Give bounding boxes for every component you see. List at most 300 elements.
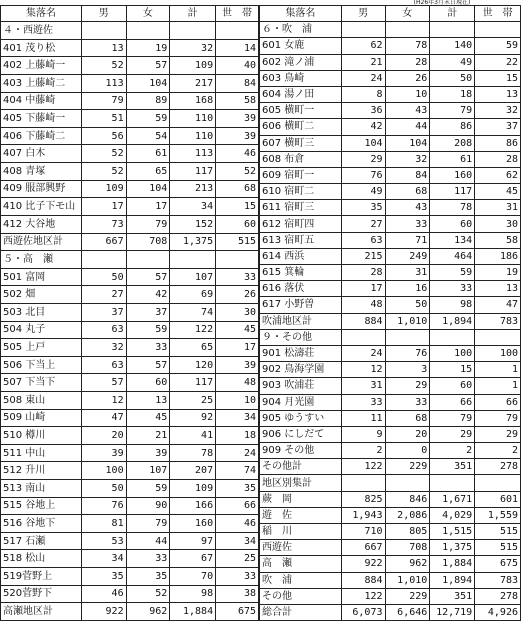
female-cell: 59 [126, 321, 170, 339]
female-cell: 962 [385, 556, 430, 572]
table-row [260, 313, 521, 329]
households-cell: 1 [475, 362, 521, 378]
village-name-cell: 609 宿町一 [260, 167, 342, 183]
total-cell: 92 [170, 409, 216, 427]
empty-cell [430, 475, 475, 491]
total-cell: 1,375 [430, 540, 475, 556]
table-row [1, 127, 259, 145]
households-cell: 45 [475, 184, 521, 200]
section-title: 地区別集計 [260, 475, 342, 491]
total-cell: 107 [170, 268, 216, 286]
households-cell: 45 [216, 321, 259, 339]
female-cell: 26 [385, 70, 430, 86]
households-cell: 37 [475, 119, 521, 135]
households-cell: 15 [475, 70, 521, 86]
male-cell: 104 [341, 135, 385, 151]
village-name-cell: 506 下当上 [1, 356, 82, 374]
total-cell: 67 [170, 550, 216, 568]
households-cell: 1 [475, 378, 521, 394]
village-name-cell: 407 白木 [1, 145, 82, 163]
total-cell: 59 [430, 265, 475, 281]
total-cell: 100 [430, 345, 475, 361]
village-name-cell: 601 女鹿 [260, 38, 342, 54]
village-name-cell: 412 大谷地 [1, 215, 82, 233]
female-cell: 90 [126, 497, 170, 515]
village-name-cell: 410 比子下モ山 [1, 198, 82, 216]
table-row [260, 184, 521, 200]
male-cell: 48 [341, 297, 385, 313]
table-row [260, 248, 521, 264]
male-cell: 50 [81, 268, 126, 286]
female-cell: 68 [385, 410, 430, 426]
female-cell: 71 [385, 232, 430, 248]
female-cell: 1,010 [385, 572, 430, 588]
header-total: 計 [430, 6, 475, 22]
households-cell: 14 [216, 39, 259, 57]
male-cell: 31 [341, 378, 385, 394]
female-cell: 104 [126, 180, 170, 198]
male-cell: 2 [341, 443, 385, 459]
header-households: 世 帯 [475, 6, 521, 22]
male-cell: 27 [81, 286, 126, 304]
female-cell: 59 [126, 480, 170, 498]
table-row [260, 378, 521, 394]
village-name-cell: 401 茂り松 [1, 39, 82, 57]
section-title: ９・その他 [260, 329, 342, 345]
table-row [260, 524, 521, 540]
table-row [260, 556, 521, 572]
date-note: (H26年3月末日現在) [413, 0, 471, 5]
female-cell: 89 [126, 92, 170, 110]
table-row [260, 200, 521, 216]
village-name-cell: 406 下藤崎二 [1, 127, 82, 145]
male-cell: 56 [81, 127, 126, 145]
total-cell: 1,884 [430, 556, 475, 572]
village-name-cell: 吹浦地区計 [260, 313, 342, 329]
total-cell: 207 [170, 462, 216, 480]
table-row [260, 216, 521, 232]
village-name-cell: 409 服部興野 [1, 180, 82, 198]
female-cell: 708 [385, 540, 430, 556]
female-cell: 59 [126, 110, 170, 128]
households-cell: 84 [216, 75, 259, 93]
total-cell: 15 [430, 362, 475, 378]
female-cell: 39 [126, 444, 170, 462]
male-cell: 20 [81, 427, 126, 445]
village-name-cell: 604 湯ノ田 [260, 86, 342, 102]
village-name-cell: 909 その他 [260, 443, 342, 459]
female-cell: 21 [126, 427, 170, 445]
households-cell: 60 [216, 215, 259, 233]
village-name-cell: 508 東山 [1, 391, 82, 409]
male-cell: 52 [81, 145, 126, 163]
households-cell: 19 [475, 265, 521, 281]
male-cell: 17 [341, 281, 385, 297]
table-row [1, 444, 259, 462]
male-cell: 46 [81, 585, 126, 603]
table-row [260, 265, 521, 281]
male-cell: 667 [81, 233, 126, 251]
female-cell: 805 [385, 524, 430, 540]
total-cell: 18 [430, 86, 475, 102]
total-cell: 98 [430, 297, 475, 313]
table-row [1, 57, 259, 75]
empty-cell [341, 22, 385, 38]
total-cell: 122 [170, 321, 216, 339]
village-name-cell: 904 月光園 [260, 394, 342, 410]
male-cell: 35 [81, 568, 126, 586]
village-name-cell: 502 畑 [1, 286, 82, 304]
households-cell: 17 [216, 339, 259, 357]
village-name-cell: 614 西浜 [260, 248, 342, 264]
total-cell: 117 [430, 184, 475, 200]
total-cell: 74 [170, 303, 216, 321]
households-cell: 22 [475, 54, 521, 70]
male-cell: 825 [341, 491, 385, 507]
empty-cell [170, 22, 216, 40]
households-cell: 66 [216, 497, 259, 515]
header-households: 世 帯 [216, 6, 259, 22]
village-name-cell: 515 谷地上 [1, 497, 82, 515]
households-cell: 4,926 [475, 604, 521, 620]
total-cell: 41 [170, 427, 216, 445]
female-cell: 31 [385, 265, 430, 281]
table-row [260, 151, 521, 167]
village-name-cell: 404 中藤崎 [1, 92, 82, 110]
village-name-cell: 517 石瀬 [1, 532, 82, 550]
total-cell: 168 [170, 92, 216, 110]
female-cell: 13 [126, 391, 170, 409]
female-cell: 57 [126, 268, 170, 286]
male-cell: 39 [81, 444, 126, 462]
female-cell: 16 [385, 281, 430, 297]
table-row [1, 374, 259, 392]
female-cell: 10 [385, 86, 430, 102]
village-name-cell: その他 [260, 588, 342, 604]
village-name-cell: 906 にしだて [260, 426, 342, 442]
total-cell: 79 [430, 410, 475, 426]
male-cell: 667 [341, 540, 385, 556]
total-cell: 29 [430, 426, 475, 442]
village-name-cell: 稲 川 [260, 524, 342, 540]
households-cell: 29 [475, 426, 521, 442]
male-cell: 13 [81, 39, 126, 57]
male-cell: 73 [81, 215, 126, 233]
total-cell: 160 [430, 167, 475, 183]
total-cell: 113 [170, 145, 216, 163]
female-cell: 65 [126, 163, 170, 181]
header-row [260, 6, 521, 22]
male-cell: 37 [81, 303, 126, 321]
total-cell: 1,894 [430, 572, 475, 588]
female-cell: 68 [385, 184, 430, 200]
households-cell: 278 [475, 588, 521, 604]
total-cell: 120 [170, 356, 216, 374]
households-cell: 30 [475, 216, 521, 232]
empty-cell [126, 22, 170, 40]
village-name-cell: 603 鳥崎 [260, 70, 342, 86]
female-cell: 43 [385, 200, 430, 216]
female-cell: 708 [126, 233, 170, 251]
village-name-cell: 615 箕輪 [260, 265, 342, 281]
households-cell: 39 [216, 356, 259, 374]
male-cell: 17 [81, 198, 126, 216]
female-cell: 104 [126, 75, 170, 93]
female-cell: 33 [126, 339, 170, 357]
male-cell: 35 [341, 200, 385, 216]
empty-cell [341, 475, 385, 491]
table-row [260, 410, 521, 426]
households-cell: 10 [216, 391, 259, 409]
female-cell: 79 [126, 515, 170, 533]
female-cell: 78 [385, 38, 430, 54]
female-cell: 57 [126, 356, 170, 374]
total-cell: 65 [170, 339, 216, 357]
village-name-cell: 509 山崎 [1, 409, 82, 427]
total-cell: 60 [430, 378, 475, 394]
households-cell: 30 [216, 303, 259, 321]
male-cell: 34 [81, 550, 126, 568]
total-cell: 98 [170, 585, 216, 603]
female-cell: 60 [126, 374, 170, 392]
table-row [260, 459, 521, 475]
table-row [1, 163, 259, 181]
table-row [1, 391, 259, 409]
village-name-cell: 519菅野上 [1, 568, 82, 586]
total-cell: 2 [430, 443, 475, 459]
section-header-row [260, 475, 521, 491]
total-cell: 32 [170, 39, 216, 57]
male-cell: 28 [341, 265, 385, 281]
table-row [1, 198, 259, 216]
female-cell: 2,086 [385, 507, 430, 523]
households-cell: 675 [475, 556, 521, 572]
male-cell: 52 [81, 163, 126, 181]
female-cell: 61 [126, 145, 170, 163]
table-row [1, 233, 259, 251]
female-cell: 37 [126, 303, 170, 321]
female-cell: 846 [385, 491, 430, 507]
total-cell: 50 [430, 70, 475, 86]
female-cell: 84 [385, 167, 430, 183]
female-cell: 17 [126, 198, 170, 216]
total-cell: 464 [430, 248, 475, 264]
table-row [1, 145, 259, 163]
section-title: ６・吹 浦 [260, 22, 342, 38]
village-name-cell: その他計 [260, 459, 342, 475]
table-row [1, 110, 259, 128]
table-row [1, 286, 259, 304]
female-cell: 44 [126, 532, 170, 550]
header-female: 女 [385, 6, 430, 22]
empty-cell [430, 22, 475, 38]
households-cell: 601 [475, 491, 521, 507]
male-cell: 100 [81, 462, 126, 480]
female-cell: 229 [385, 588, 430, 604]
male-cell: 29 [341, 151, 385, 167]
total-cell: 1,894 [430, 313, 475, 329]
households-cell: 15 [216, 198, 259, 216]
male-cell: 8 [341, 86, 385, 102]
village-name-cell: 901 松濤荘 [260, 345, 342, 361]
village-name-cell: 507 下当下 [1, 374, 82, 392]
male-cell: 63 [81, 356, 126, 374]
village-name-cell: 501 富岡 [1, 268, 82, 286]
male-cell: 1,943 [341, 507, 385, 523]
male-cell: 51 [81, 110, 126, 128]
total-cell: 160 [170, 515, 216, 533]
village-name-cell: 602 滝ノ浦 [260, 54, 342, 70]
table-row [260, 491, 521, 507]
total-cell: 97 [170, 532, 216, 550]
village-name-cell: 吹 浦 [260, 572, 342, 588]
empty-cell [475, 475, 521, 491]
table-row [1, 39, 259, 57]
table-row [1, 585, 259, 603]
total-cell: 351 [430, 588, 475, 604]
village-name-cell: 610 宿町二 [260, 184, 342, 200]
female-cell: 19 [126, 39, 170, 57]
total-cell: 109 [170, 480, 216, 498]
total-cell: 110 [170, 110, 216, 128]
male-cell: 21 [341, 54, 385, 70]
households-cell: 33 [216, 568, 259, 586]
households-cell: 515 [216, 233, 259, 251]
empty-cell [430, 329, 475, 345]
male-cell: 33 [341, 394, 385, 410]
households-cell: 515 [475, 540, 521, 556]
households-cell: 783 [475, 313, 521, 329]
households-cell: 28 [475, 151, 521, 167]
table-row [260, 362, 521, 378]
village-name-cell: 高 瀬 [260, 556, 342, 572]
female-cell: 20 [385, 426, 430, 442]
table-row [1, 180, 259, 198]
empty-cell [475, 329, 521, 345]
total-cell: 134 [430, 232, 475, 248]
households-cell: 515 [475, 524, 521, 540]
households-cell: 35 [216, 480, 259, 498]
female-cell: 52 [126, 585, 170, 603]
households-cell: 13 [475, 281, 521, 297]
table-row [260, 394, 521, 410]
section-header-row [1, 22, 259, 40]
households-cell: 39 [216, 110, 259, 128]
table-row [1, 568, 259, 586]
table-row [260, 572, 521, 588]
left-table-body [1, 22, 259, 621]
households-cell: 46 [216, 515, 259, 533]
header-male: 男 [81, 6, 126, 22]
total-cell: 78 [170, 444, 216, 462]
table-row [260, 54, 521, 70]
section-header-row [260, 22, 521, 38]
female-cell: 42 [126, 286, 170, 304]
households-cell: 46 [216, 145, 259, 163]
table-row [1, 303, 259, 321]
table-row [1, 480, 259, 498]
male-cell: 6,073 [341, 604, 385, 620]
households-cell: 783 [475, 572, 521, 588]
population-tables [0, 5, 521, 621]
households-cell: 48 [216, 374, 259, 392]
male-cell: 76 [341, 167, 385, 183]
left-population-table [0, 5, 259, 621]
empty-cell [81, 22, 126, 40]
village-name-cell: 608 布倉 [260, 151, 342, 167]
table-row [1, 339, 259, 357]
village-name-cell: 遊 佐 [260, 507, 342, 523]
table-row [1, 603, 259, 621]
table-row [260, 604, 521, 620]
male-cell: 109 [81, 180, 126, 198]
village-name-cell: 616 落伏 [260, 281, 342, 297]
female-cell: 1,010 [385, 313, 430, 329]
female-cell: 249 [385, 248, 430, 264]
households-cell: 79 [475, 410, 521, 426]
male-cell: 922 [341, 556, 385, 572]
total-cell: 79 [430, 103, 475, 119]
households-cell: 59 [475, 38, 521, 54]
table-row [260, 232, 521, 248]
table-row [260, 281, 521, 297]
table-row [1, 497, 259, 515]
empty-cell [170, 251, 216, 269]
village-name-cell: 605 横町一 [260, 103, 342, 119]
village-name-cell: 617 小野曽 [260, 297, 342, 313]
households-cell: 66 [475, 394, 521, 410]
header-row [1, 6, 259, 22]
male-cell: 76 [81, 497, 126, 515]
table-row [260, 426, 521, 442]
female-cell: 104 [385, 135, 430, 151]
village-name-cell: 518 松山 [1, 550, 82, 568]
table-row [1, 92, 259, 110]
female-cell: 79 [126, 215, 170, 233]
empty-cell [341, 329, 385, 345]
households-cell: 13 [475, 86, 521, 102]
header-female: 女 [126, 6, 170, 22]
table-row [260, 103, 521, 119]
male-cell: 81 [81, 515, 126, 533]
female-cell: 32 [385, 151, 430, 167]
households-cell: 278 [475, 459, 521, 475]
total-cell: 1,515 [430, 524, 475, 540]
table-row [260, 540, 521, 556]
male-cell: 9 [341, 426, 385, 442]
male-cell: 42 [341, 119, 385, 135]
table-row [260, 135, 521, 151]
empty-cell [126, 251, 170, 269]
households-cell: 24 [216, 444, 259, 462]
total-cell: 70 [170, 568, 216, 586]
table-row [260, 588, 521, 604]
table-row [1, 321, 259, 339]
male-cell: 12 [341, 362, 385, 378]
empty-cell [81, 251, 126, 269]
table-row [1, 550, 259, 568]
total-cell: 4,029 [430, 507, 475, 523]
village-name-cell: 505 上戸 [1, 339, 82, 357]
village-name-cell: 516 谷地下 [1, 515, 82, 533]
male-cell: 122 [341, 459, 385, 475]
total-cell: 109 [170, 57, 216, 75]
table-row [1, 462, 259, 480]
female-cell: 50 [385, 297, 430, 313]
male-cell: 24 [341, 345, 385, 361]
table-row [260, 119, 521, 135]
header-total: 計 [170, 6, 216, 22]
